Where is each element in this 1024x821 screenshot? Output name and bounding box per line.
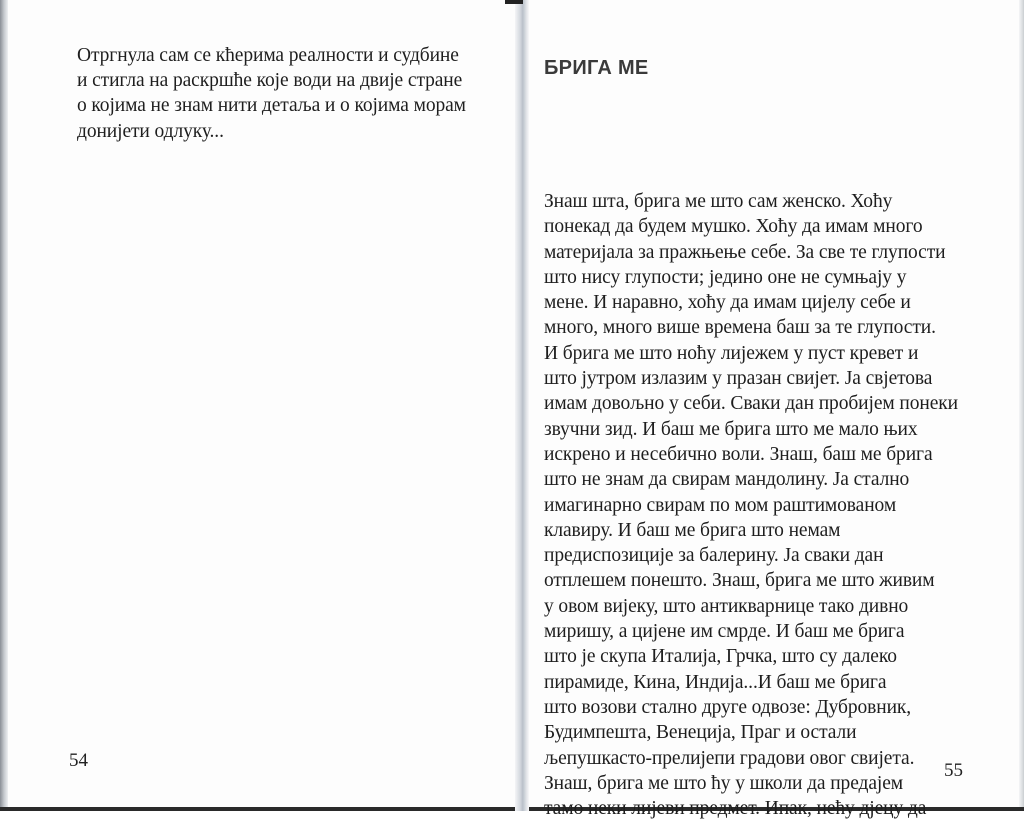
text-line: много, много више времена баш за те глупости. xyxy=(544,317,936,339)
chapter-title: БРИГА МЕ xyxy=(544,57,649,79)
text-line: Будимпешта, Венеција, Праг и остали xyxy=(544,722,857,744)
book-right-edge xyxy=(1019,0,1024,811)
text-line: и стигла на раскршће које води на двије стране xyxy=(77,70,463,92)
text-line: што је скупа Италија, Грчка, што су далеко xyxy=(544,646,897,668)
text-line: љепушкасто-прелијепи градови овог свијета. xyxy=(544,747,915,769)
text-line: миришу, а цијене им смрде. И баш ме брига xyxy=(544,621,905,643)
text-line: И брига ме што ноћу лијежем у пуст кревет и xyxy=(544,342,919,364)
left-page-paragraph xyxy=(77,43,497,144)
left-page xyxy=(8,0,515,811)
text-line: донијети одлуку... xyxy=(77,120,224,142)
book-spine xyxy=(515,0,529,811)
right-page-paragraph xyxy=(544,189,994,821)
text-line: што возови стално друге одвозе: Дубровник, xyxy=(544,696,912,718)
text-line: што јутром излазим у празан свијет. Ја свјетова xyxy=(544,368,933,390)
text-line: мене. И наравно, хоћу да имам цијелу себе и xyxy=(544,292,911,314)
spine-shadow xyxy=(505,0,523,4)
text-line: Знаш, брига ме што ћу у школи да предајем xyxy=(544,772,903,794)
text-line: Знаш шта, брига ме што сам женско. Хоћу xyxy=(544,191,893,212)
page-number-left: 54 xyxy=(69,750,88,771)
text-line: што нису глупости; једино оне не сумњају у xyxy=(544,266,907,288)
text-line: предиспозиције за балерину. Ја сваки дан xyxy=(544,545,884,567)
text-line: о којима не знам нити детаља и о којима морам xyxy=(77,95,466,117)
text-line: пирамиде, Кина, Индија...И баш ме брига xyxy=(544,671,887,693)
text-line: у овом вијеку, што антикварнице тако дивно xyxy=(544,595,909,617)
text-line: отплешем понешто. Знаш, брига ме што живим xyxy=(544,570,935,592)
text-line: звучни зид. И баш ме брига што ме мало њих xyxy=(544,418,918,440)
text-line: материјала за пражњење себе. За све те глупости xyxy=(544,241,946,263)
book-left-edge xyxy=(0,0,8,811)
right-page xyxy=(529,0,1019,820)
text-line: Отргнула сам се кћерима реалности и судбине xyxy=(77,45,459,66)
text-line: имагинарно свирам по мом раштимованом xyxy=(544,494,897,516)
page-number-right: 55 xyxy=(944,760,963,781)
text-line: имам довољно у себи. Сваки дан пробијем понеки xyxy=(544,393,958,415)
text-line: искрено и несебично воли. Знаш, баш ме брига xyxy=(544,443,933,465)
text-line: клавиру. И баш ме брига што немам xyxy=(544,519,841,541)
text-line: тамо неки лијеви предмет. Ипак, нећу дјецу да xyxy=(544,798,927,820)
text-line: понекад да будем мушко. Хоћу да имам много xyxy=(544,216,923,238)
text-line: што не знам да свирам мандолину. Ја стално xyxy=(544,469,910,491)
